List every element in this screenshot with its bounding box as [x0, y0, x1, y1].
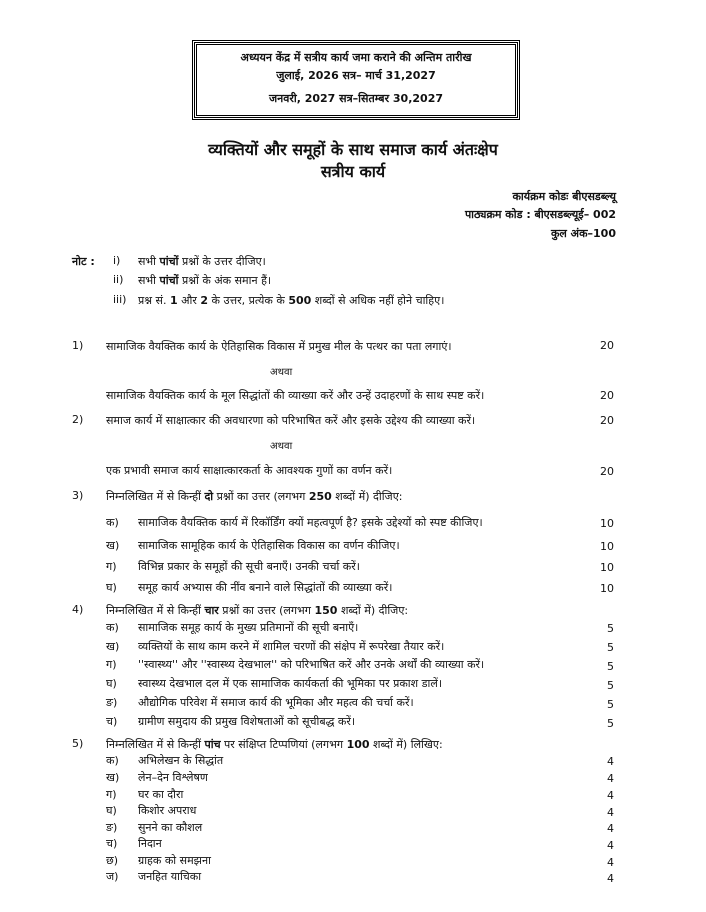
q5-item-marks: 4 [607, 839, 614, 852]
q4-item-marks: 5 [607, 641, 614, 654]
q1-number: 1) [72, 339, 84, 352]
q3-item-text: समूह कार्य अभ्यास की नींव बनाने वाले सिद्धांतों की व्याख्या करें। [138, 581, 393, 594]
q3-item-text: सामाजिक वैयक्तिक कार्य में रिकॉर्डिंग क्यों महत्वपूर्ण है? इसके उद्देश्यों को स्पष्ट कीजिए। [138, 516, 483, 529]
q3-item-label: घ) [106, 581, 117, 594]
deadline-july-session: जुलाई, 2026 सत्र– मार्च 31,2027 [276, 69, 436, 82]
q3-item-marks: 10 [600, 582, 614, 595]
q4-number: 4) [72, 603, 84, 616]
q1-text: सामाजिक वैयक्तिक कार्य के ऐतिहासिक विकास में प्रमुख मील के पत्थर का पता लगाएं। [106, 340, 452, 353]
q2-alt-marks: 20 [600, 465, 614, 478]
note-item-3: प्रश्न सं. 1 और 2 के उत्तर, प्रत्येक के 500 शब्दों से अधिक नहीं होने चाहिए। [138, 294, 445, 307]
q4-item-text: सामाजिक समूह कार्य के मुख्य प्रतिमानों की सूची बनाएँ। [138, 621, 359, 634]
q3-item-text: सामाजिक सामूहिक कार्य के ऐतिहासिक विकास का वर्णन कीजिए। [138, 539, 400, 552]
q4-item-label: ङ) [106, 696, 118, 709]
q3-item-label: ग) [106, 560, 117, 573]
q5-item-marks: 4 [607, 872, 614, 885]
q5-item-label: घ) [106, 804, 117, 817]
q5-number: 5) [72, 737, 84, 750]
q4-item-label: ग) [106, 658, 117, 671]
q4-item-label: घ) [106, 677, 117, 690]
q2-text: समाज कार्य में साक्षात्कार की अवधारणा को परिभाषित करें और इसके उद्देश्य की व्याख्या करें। [106, 414, 476, 427]
q5-item-label: क) [106, 754, 119, 767]
q5-item-text: लेन–देन विश्लेषण [138, 771, 208, 784]
note-item-1: सभी पांचों प्रश्नों के उत्तर दीजिए। [138, 255, 266, 268]
note-item-1-num: i) [113, 254, 121, 267]
q4-item-marks: 5 [607, 698, 614, 711]
q2-marks: 20 [600, 414, 614, 427]
q5-item-label: ख) [106, 771, 120, 784]
q4-item-text: स्वास्थ्य देखभाल दल में एक सामाजिक कार्यकर्ता की भूमिका पर प्रकाश डालें। [138, 677, 442, 690]
course-code: पाठ्यक्रम कोड : बीएसडब्ल्यूई– 002 [464, 208, 616, 221]
q1-or: अथवा [270, 367, 293, 378]
note-item-3-num: iii) [113, 293, 127, 306]
q3-item-text: विभिन्न प्रकार के समूहों की सूची बनाएँ। उनकी चर्चा करें। [138, 560, 360, 573]
q1-alt-text: सामाजिक वैयक्तिक कार्य के मूल सिद्धांतों की व्याख्या करें और उन्हें उदाहरणों के साथ स्पष्ट करें। [106, 389, 485, 402]
deadline-box [194, 42, 518, 118]
q4-text: निम्नलिखित में से किन्हीं चार प्रश्नों का उत्तर (लगभग 150 शब्दों में) दीजिए: [106, 604, 409, 617]
deadline-heading: अध्ययन केंद्र में सत्रीय कार्य जमा कराने की अन्तिम तारीख [240, 51, 472, 64]
q3-item-label: ख) [106, 539, 120, 552]
q5-item-text: अभिलेखन के सिद्धांत [138, 754, 224, 767]
q5-item-label: छ) [106, 854, 119, 867]
q5-item-text: ग्राहक को समझना [138, 854, 211, 867]
q5-item-marks: 4 [607, 856, 614, 869]
q5-item-text: घर का दौरा [138, 788, 184, 801]
q3-text: निम्नलिखित में से किन्हीं दो प्रश्नों का उत्तर (लगभग 250 शब्दों में) दीजिए: [106, 490, 403, 503]
document-title: व्यक्तियों और समूहों के साथ समाज कार्य अंतःक्षेप [208, 140, 498, 159]
q5-item-marks: 4 [607, 822, 614, 835]
q4-item-label: क) [106, 621, 119, 634]
note-label: नोट : [72, 255, 95, 268]
q1-marks: 20 [600, 339, 614, 352]
q5-item-text: जनहित याचिका [138, 870, 202, 883]
q3-number: 3) [72, 489, 84, 502]
q5-item-marks: 4 [607, 806, 614, 819]
programme-code: कार्यक्रम कोडः बीएसडब्ल्यू [512, 190, 616, 203]
q4-item-marks: 5 [607, 717, 614, 730]
document-subtitle: सत्रीय कार्य [320, 162, 386, 181]
q5-text: निम्नलिखित में से किन्हीं पांच पर संक्षिप्त टिप्पणियां (लगभग 100 शब्दों में) लिखिए: [106, 738, 443, 751]
q3-item-marks: 10 [600, 517, 614, 530]
q5-item-marks: 4 [607, 789, 614, 802]
q4-item-text: व्यक्तियों के साथ काम करने में शामिल चरणों की संक्षेप में रूपरेखा तैयार करें। [138, 640, 445, 653]
note-item-2-num: ii) [113, 273, 124, 286]
q5-item-text: सुनने का कौशल [138, 821, 203, 834]
q4-item-marks: 5 [607, 660, 614, 673]
q3-item-marks: 10 [600, 540, 614, 553]
q3-item-marks: 10 [600, 561, 614, 574]
q5-item-label: च) [106, 837, 118, 850]
q5-item-text: किशोर अपराध [138, 804, 197, 817]
q2-alt-text: एक प्रभावी समाज कार्य साक्षात्कारकर्ता के आवश्यक गुणों का वर्णन करें। [106, 464, 393, 477]
deadline-january-session: जनवरी, 2027 सत्र–सितम्बर 30,2027 [268, 92, 444, 105]
q4-item-marks: 5 [607, 679, 614, 692]
q3-item-label: क) [106, 516, 119, 529]
q2-or: अथवा [270, 441, 293, 452]
q5-item-label: ग) [106, 788, 117, 801]
q4-item-marks: 5 [607, 622, 614, 635]
q5-item-marks: 4 [607, 772, 614, 785]
q4-item-text: ग्रामीण समुदाय की प्रमुख विशेषताओं को सूचीबद्ध करें। [138, 715, 356, 728]
q5-item-marks: 4 [607, 755, 614, 768]
q4-item-label: च) [106, 715, 118, 728]
note-item-2: सभी पांचों प्रश्नों के अंक समान हैं। [138, 274, 272, 287]
q5-item-text: निदान [138, 837, 162, 850]
q2-number: 2) [72, 413, 84, 426]
q4-item-text: औद्योगिक परिवेश में समाज कार्य की भूमिका और महत्व की चर्चा करें। [138, 696, 414, 709]
q1-alt-marks: 20 [600, 389, 614, 402]
total-marks: कुल अंक–100 [550, 227, 616, 240]
q5-item-label: ङ) [106, 821, 118, 834]
q4-item-text: ''स्वास्थ्य'' और ''स्वास्थ्य देखभाल'' को परिभाषित करें और उनके अर्थों की व्याख्या करें। [138, 658, 485, 671]
q4-item-label: ख) [106, 640, 120, 653]
q5-item-label: ज) [106, 870, 119, 883]
